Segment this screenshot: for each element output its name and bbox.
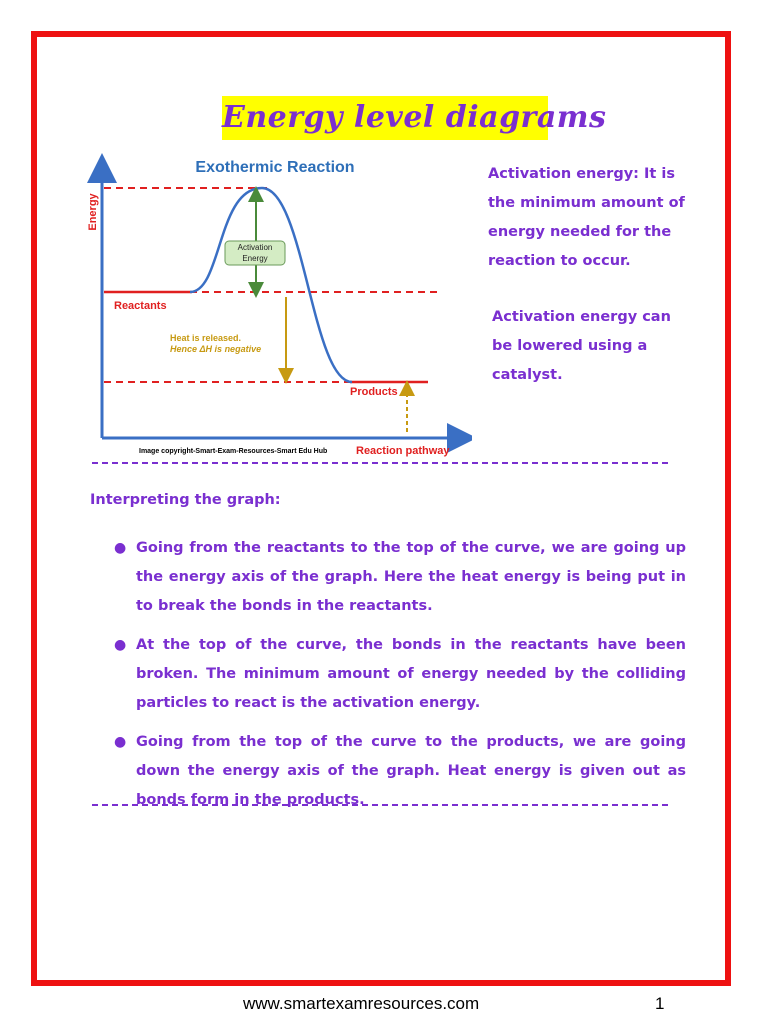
list-item-text: At the top of the curve, the bonds in the reactants have been broken. The minimum amount of energy needed by the colliding particles to react is the activation energy. xyxy=(136,637,686,711)
x-axis-label: Reaction pathway xyxy=(356,445,450,457)
bullet-icon: ● xyxy=(114,734,127,750)
divider-top xyxy=(92,462,668,464)
products-label: Products xyxy=(350,386,398,398)
list-item xyxy=(106,728,686,815)
copyright-note: Image copyright-Smart-Exam-Resources-Smart Edu Hub xyxy=(139,448,328,455)
diagram-title: Exothermic Reaction xyxy=(195,159,355,176)
interpretation-list xyxy=(106,534,686,825)
list-item xyxy=(106,631,686,718)
y-axis-label: Energy xyxy=(87,193,99,231)
list-item xyxy=(106,534,686,621)
list-item-text: Going from the reactants to the top of the curve, we are going up the energy axis of the graph. Here the heat energy is being put in to break the bonds in the reactants. xyxy=(136,540,686,614)
bullet-icon: ● xyxy=(114,540,127,556)
catalyst-note: Activation energy can be lowered using a catalyst. xyxy=(492,309,671,383)
reactants-label: Reactants xyxy=(114,300,167,312)
page-title: Energy level diagrams xyxy=(222,96,548,140)
activation-box-line1: Activation xyxy=(237,243,273,252)
list-item-text: Going from the top of the curve to the products, we are going down the energy axis of the graph. Heat energy is given out as bonds form in the products. xyxy=(136,734,686,808)
activation-energy-definition: Activation energy: It is the minimum amount of energy needed for the reaction to occur. xyxy=(488,166,685,269)
heat-label-line1: Heat is released. xyxy=(170,333,242,343)
bullet-icon: ● xyxy=(114,637,127,653)
heat-label-line2: Hence ΔH is negative xyxy=(170,344,262,354)
activation-box-line2: Energy xyxy=(242,254,268,263)
energy-level-diagram xyxy=(72,140,472,460)
interpreting-heading: Interpreting the graph: xyxy=(90,492,281,508)
footer-website: www.smartexamresources.com xyxy=(243,994,480,1013)
page-number: 1 xyxy=(655,994,665,1013)
divider-bottom xyxy=(92,804,668,806)
